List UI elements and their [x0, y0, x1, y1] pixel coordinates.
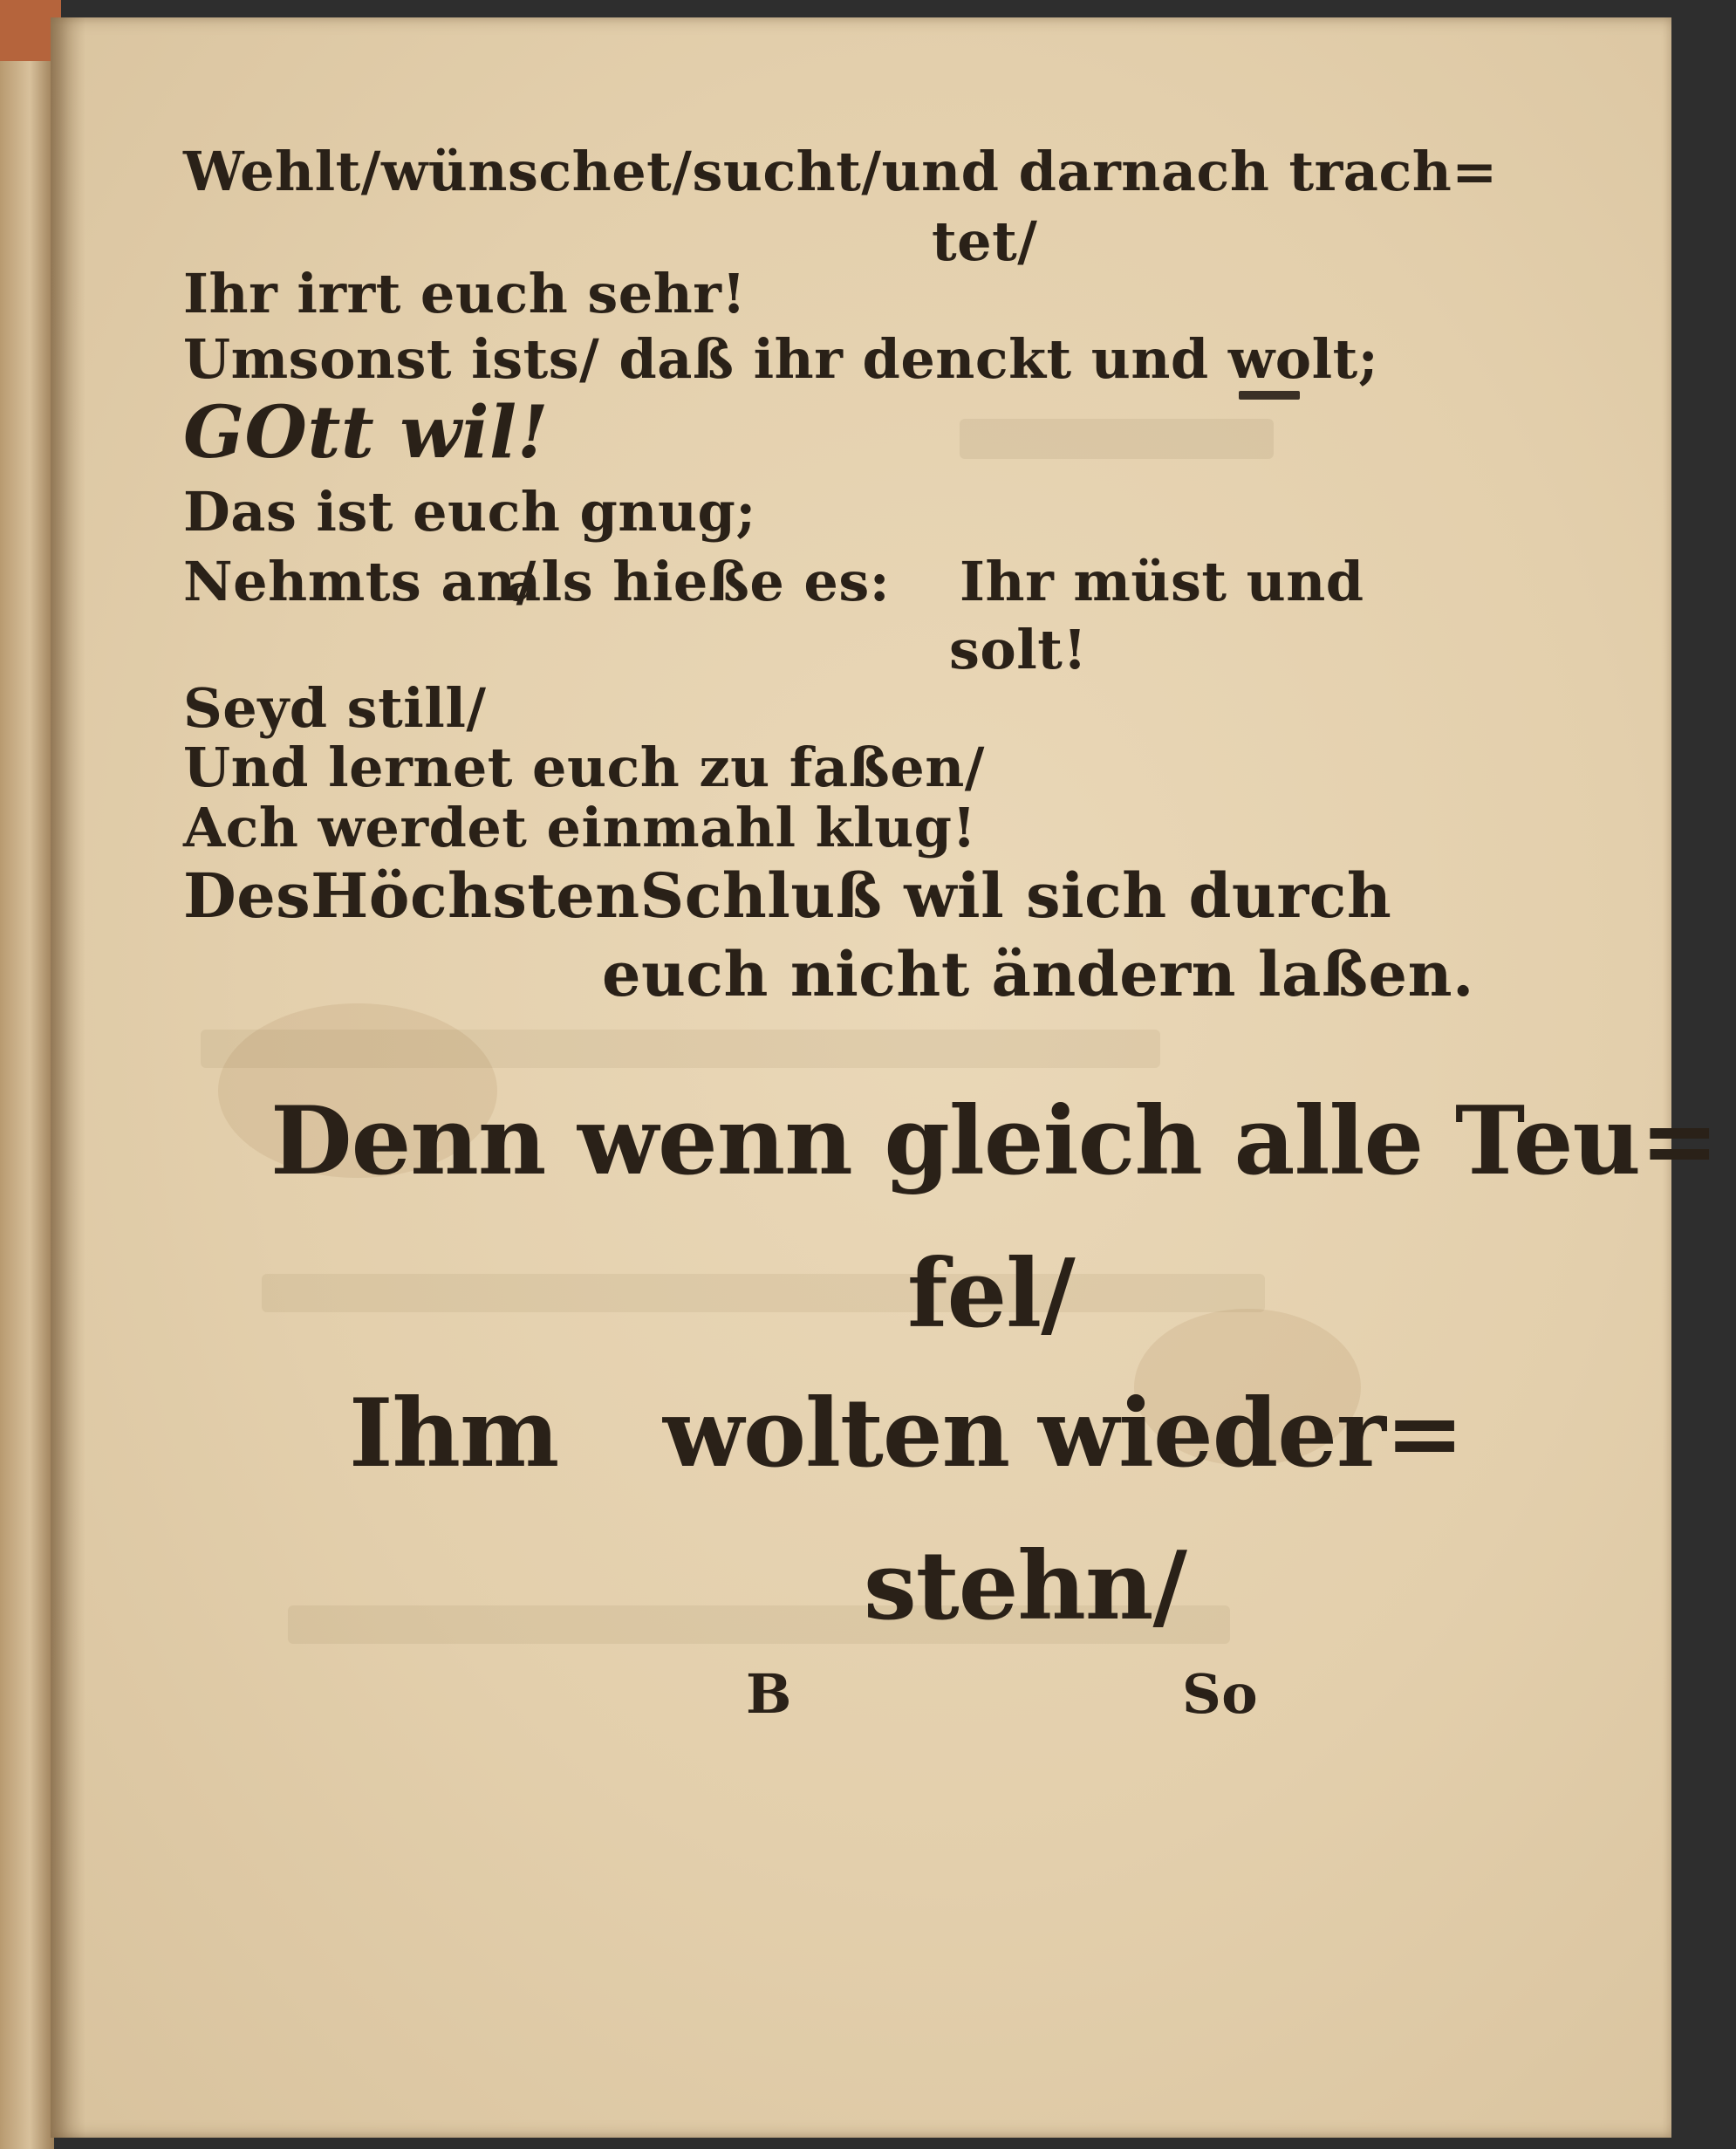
- text-line: Ach werdet einmahl klug!: [183, 796, 977, 859]
- text-line: solt!: [949, 618, 1088, 681]
- text-line: GOtt wil!: [183, 391, 550, 475]
- signature-mark: B: [746, 1662, 792, 1726]
- text-line: tet/: [932, 209, 1038, 273]
- word: Ihm: [349, 1379, 559, 1489]
- word: Wehlt/: [183, 140, 381, 203]
- word: und darnach trach=: [881, 140, 1498, 203]
- catchword: So: [1182, 1662, 1259, 1726]
- text-line: [183, 859, 1392, 932]
- word: als hieße es:: [506, 550, 891, 613]
- word: Höchsten: [311, 859, 640, 932]
- show-through: [960, 419, 1274, 459]
- word: Ihr müst und: [960, 550, 1364, 613]
- word: Nehmts an/: [183, 550, 537, 613]
- text-line: Das ist euch gnug;: [183, 480, 756, 544]
- word: wieder=: [1038, 1379, 1464, 1489]
- text-line: [183, 550, 1364, 613]
- text-line: Umsonst ists/ daß ihr denckt und wolt;: [183, 327, 1379, 391]
- ornamental-rule: [1239, 391, 1300, 400]
- word: wolten: [663, 1379, 1010, 1489]
- text-line: [183, 140, 1498, 203]
- gutter-shadow: [51, 17, 85, 2138]
- text-line: Ihr irrt euch sehr!: [183, 262, 747, 325]
- word: Des: [183, 859, 311, 932]
- text-line: Seyd still/: [183, 676, 487, 740]
- show-through: [262, 1274, 1265, 1312]
- text-line: euch nicht ändern laßen.: [602, 938, 1474, 1010]
- word: Schluß wil sich durch: [639, 859, 1392, 932]
- text-line-large: Denn wenn gleich alle Teu=: [270, 1086, 1719, 1196]
- text-line: Und lernet euch zu faßen/: [183, 736, 985, 799]
- facing-page-edge: [0, 0, 54, 2149]
- text-line-large: [349, 1379, 1464, 1489]
- text-line-large: fel/: [907, 1239, 1075, 1349]
- word: sucht/: [692, 140, 882, 203]
- word: wünschet/: [380, 140, 693, 203]
- text-line-large: stehn/: [864, 1531, 1186, 1641]
- show-through: [201, 1030, 1160, 1068]
